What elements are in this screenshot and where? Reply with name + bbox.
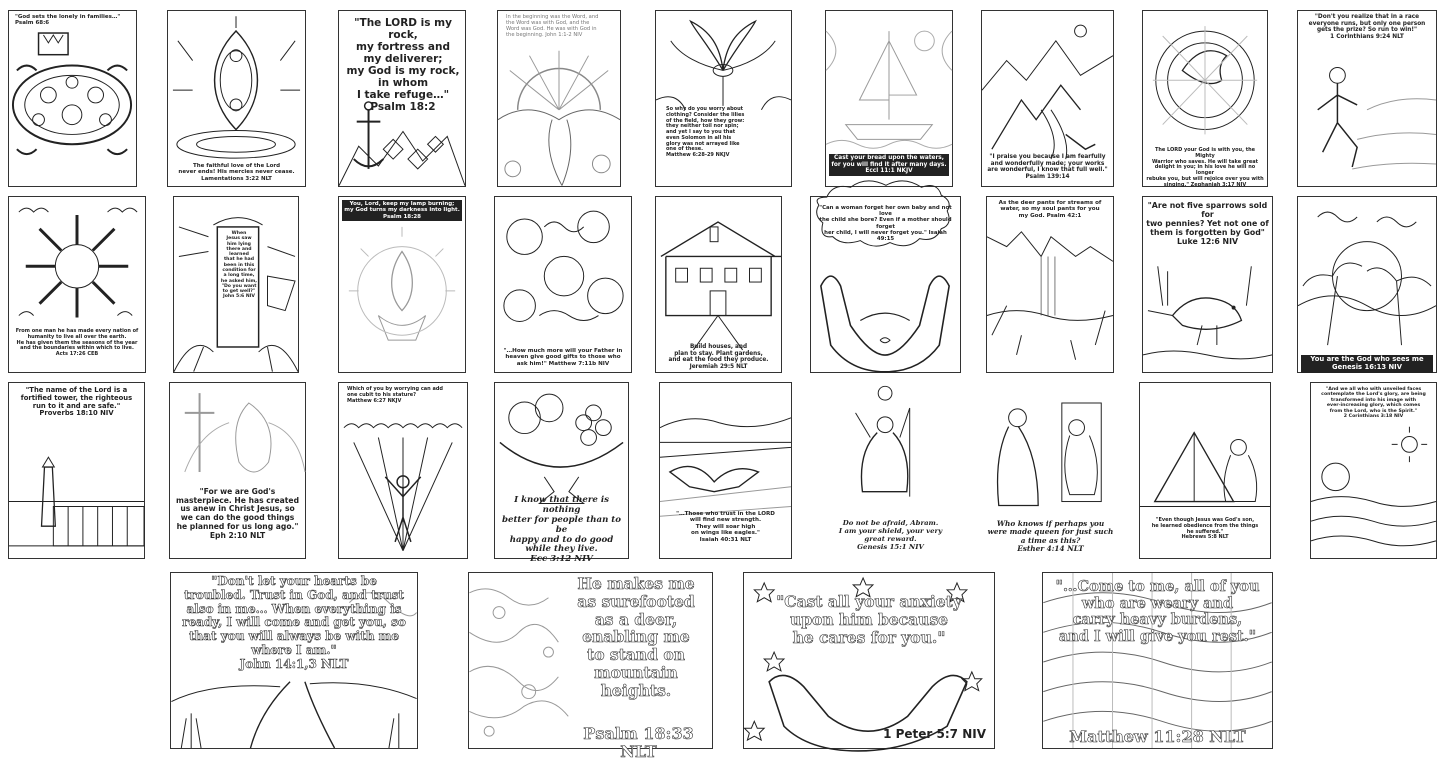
verse-reference: Psalm 18:33 NLT <box>583 724 694 762</box>
coloring-page-angel-cross[interactable] <box>169 382 306 559</box>
verse-text: "…Those who trust in the LORD will find new strength. They will soar high on wings like eagles." Isaiah 40:31 NLT <box>676 511 775 543</box>
verse-text: "For we are God's masterpiece. He has created us anew in Christ Jesus, so we can do the good things he planned for us long ago." Eph 2:10 NLT <box>175 487 300 540</box>
waterfall-illustration <box>987 197 1113 372</box>
coloring-page-lily[interactable] <box>655 10 792 187</box>
coloring-page-sunrise-valley[interactable] <box>497 10 621 187</box>
coloring-page-hands-circle[interactable] <box>8 196 146 373</box>
verse-text: So why do you worry about clothing? Consider the lilies of the field, how they grow: they neither toil nor spin; and yet I say to you that even Solomon in all his glory was not arrayed like one of these. Matthew 6:28-29 NKJV <box>666 106 745 158</box>
verse-text: "And we all who with unveiled faces contemplate the Lord's glory, are being transformed into his image with ever-increasing glory, which comes from the Lord, who is the Spirit." 2 Corinthians 3:18 NIV <box>1321 387 1426 420</box>
coloring-page-mosaic[interactable] <box>1042 572 1273 749</box>
coloring-page-anchor[interactable] <box>338 10 466 187</box>
verse-reference: Matthew 11:28 NLT <box>1069 727 1246 746</box>
coloring-page-lamp[interactable] <box>338 196 466 373</box>
verse-text: "Cast all your anxiety upon him because he cares for you." <box>776 592 962 647</box>
verse-text: "…Come to me, all of you who are weary and carry heavy burdens, and I will give you rest." <box>1055 578 1260 646</box>
coloring-page-stars-hands[interactable] <box>743 572 995 749</box>
dining-table-illustration <box>9 11 136 186</box>
coloring-page-sparrow[interactable] <box>1142 196 1273 373</box>
coloring-page-abraham[interactable] <box>825 382 956 559</box>
verse-text: "Can a woman forget her own baby and not love the child she bore? Even if a mother should forget her child, I will never forget you." Isaiah 49:15 <box>819 205 952 243</box>
verse-text: Build houses, and plan to stay. Plant gardens, and eat the food they produce. Jeremiah 29:5 NLT <box>668 344 769 370</box>
coloring-page-palms[interactable] <box>1297 196 1437 373</box>
verse-text: You are the God who sees me Genesis 16:13 NIV <box>1301 355 1433 373</box>
coloring-page-fruit-bowl[interactable] <box>494 382 629 565</box>
coloring-page-pond[interactable] <box>494 196 632 373</box>
verse-text: Who knows if perhaps you were made queen for just such a time as this? Esther 4:14 NLT <box>987 519 1114 554</box>
lily-illustration <box>656 11 791 186</box>
coloring-page-mountains[interactable] <box>981 10 1114 187</box>
verse-text: He makes me as surefooted as a deer, enabling me to stand on mountain heights. <box>577 574 695 700</box>
verse-text: In the beginning was the Word, and the Word was with God, and the Word was God. He was with God in the beginning. John 1:1-2 NIV <box>506 14 599 38</box>
lamp-illustration <box>339 197 465 372</box>
coloring-page-globe-sun[interactable] <box>1310 382 1437 559</box>
coloring-page-path[interactable] <box>170 572 418 749</box>
pond-illustration <box>495 197 631 372</box>
coloring-page-jesus-tent[interactable] <box>1139 382 1271 559</box>
verse-text: Do not be afraid, Abram. I am your shield, your very great reward. Genesis 15:1 NIV <box>838 519 943 551</box>
verse-text: Which of you by worrying can add one cubit to his stature? Matthew 6:27 NKJV <box>347 386 443 404</box>
verse-text: Cast your bread upon the waters, for you will find it after many days. Eccl 11:1 NKJV <box>829 154 949 176</box>
verse-text: I know that there is nothing better for people than to be happy and to do good while they live. Ecc 3:12 NIV <box>501 495 622 565</box>
coloring-page-waterfall[interactable] <box>986 196 1114 373</box>
verse-reference: 1 Peter 5:7 NIV <box>883 727 986 741</box>
coloring-page-dove[interactable] <box>1142 10 1268 187</box>
verse-text: "The LORD is my rock, my fortress and my deliverer; my God is my rock, in whom I take refuge…" Psalm 18:2 <box>346 17 460 114</box>
palms-illustration <box>1298 197 1436 372</box>
verse-text: As the deer pants for streams of water, so my soul pants for you my God. Psalm 42:1 <box>998 200 1102 219</box>
coloring-page-child-hands[interactable] <box>810 196 961 373</box>
verse-text: "Even though Jesus was God's son, he learned obedience from the things he suffered." Hebrews 5:8 NLT <box>1151 517 1259 541</box>
mandala-illustration <box>168 11 305 186</box>
coloring-page-esther[interactable] <box>982 382 1119 559</box>
coloring-page-man-rays[interactable] <box>338 382 468 559</box>
verse-text: "God sets the lonely in families…" Psalm 68:6 <box>15 14 121 27</box>
verse-text: When Jesus saw him lying there and learned that he had been in this condition for a long time, he asked him, "Do you want to get well?" John 5:6 NIV <box>220 231 258 300</box>
man-rays-illustration <box>339 383 467 558</box>
verse-text: You, Lord, keep my lamp burning; my God turns my darkness into light. Psalm 18:28 <box>342 200 462 221</box>
coloring-page-pool-scroll[interactable] <box>173 196 299 373</box>
verse-text: "Don't let your hearts be troubled. Trust in God, and trust also in me… When everything is ready, I will come and get you, so that you will always be with me where I am." John 14:1,3 NLT <box>182 574 406 671</box>
verse-text: "I praise you because I am fearfully and wonderfully made; your works are wonderful, I know that full well." Psalm 139:14 <box>987 154 1108 180</box>
coloring-page-doodle[interactable] <box>468 572 713 762</box>
verse-text: "Are not five sparrows sold for two pennies? Yet not one of them is forgotten by God" Luke 12:6 NIV <box>1146 201 1269 246</box>
coloring-page-runner[interactable] <box>1297 10 1437 187</box>
verse-text: From one man he has made every nation of humanity to live all over the earth. He has given them the seasons of the year and the boundaries within which to live. Acts 17:26 CEB <box>15 328 139 357</box>
verse-text: "…How much more will your Father in heaven give good gifts to those who ask him!" Matthew 7:11b NIV <box>503 348 623 367</box>
verse-text: "Don't you realize that in a race everyone runs, but only one person gets the prize? So run to win!" 1 Corinthians 9:24 NLT <box>1308 14 1426 40</box>
verse-text: "The name of the Lord is a fortified tower, the righteous run to it and are safe." Proverbs 18:10 NIV <box>20 386 133 418</box>
coloring-page-lighthouse[interactable] <box>8 382 145 559</box>
verse-text: The LORD your God is with you, the Mighty Warrior who saves. He will take great delight in you; in his love he will no longer rebuke you, but will rejoice over you with singing." Zephaniah 3:17 NIV <box>1146 147 1264 188</box>
verse-text: The faithful love of the Lord never ends! His mercies never cease. Lamentations 3:22 NLT <box>178 163 295 182</box>
coloring-page-eagle[interactable] <box>659 382 792 559</box>
coloring-page-mandala[interactable] <box>167 10 306 187</box>
coloring-page-ship[interactable] <box>825 10 953 187</box>
coloring-page-house[interactable] <box>655 196 782 373</box>
coloring-page-dining-table[interactable] <box>8 10 137 187</box>
